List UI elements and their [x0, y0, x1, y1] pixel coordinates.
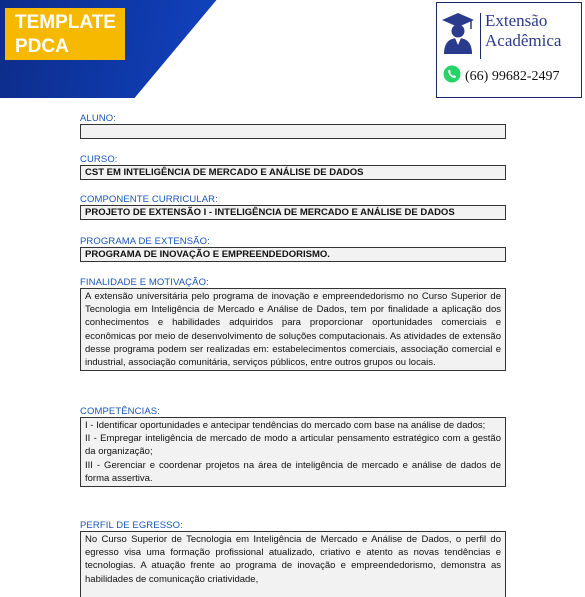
competencia-item-3: III - Gerenciar e coordenar projetos na área de inteligência de mercado e análise de dados de forma assertiva. — [85, 459, 501, 484]
perfil-field[interactable]: No Curso Superior de Tecnologia em Inteligência de Mercado e Análise de Dados, o perfil do egresso visa uma formação profissional atualizado, criativo e atento as novas tendências e tecnologias. A atuação frente ao programa de inovação e empreendedorismo, demonstra as habilidades de comunicação criatividade, — [80, 531, 506, 597]
finalidade-field[interactable]: A extensão universitária pelo programa de inovação e empreendedorismo no Curso Superior de Tecnologia em Inteligência de Mercado e Análise de Dados, tem por finalidade a aplicação dos conhecimentos e habilidades adquiridos para proporcionar oportunidades comerciais e econômicas por meio de desenvolvimento de soluções computacionais. As atividades de extensão desse programa podem ser realizadas em: estabelecimentos comerciais, associação comercial e industrial, associação comunitária, serviços públicos, entre outros grupos ou locais. — [80, 288, 506, 371]
brand-line-1: Extensão — [485, 11, 548, 30]
label-finalidade: FINALIDADE E MOTIVAÇÃO: — [80, 277, 209, 288]
section-competencias — [80, 406, 506, 487]
brand-line-2: Acadêmica — [485, 31, 562, 50]
label-componente: COMPONENTE CURRICULAR: — [80, 194, 218, 205]
section-finalidade — [80, 277, 506, 371]
graduate-icon — [441, 11, 475, 60]
label-aluno: ALUNO: — [80, 113, 116, 124]
label-perfil: PERFIL DE EGRESSO: — [80, 520, 183, 531]
template-badge — [5, 8, 125, 60]
phone-contact[interactable] — [443, 65, 560, 88]
curso-field[interactable]: CST EM INTELIGÊNCIA DE MERCADO E ANÁLISE DE DADOS — [80, 165, 506, 180]
badge-line-1: TEMPLATE — [15, 12, 116, 33]
competencia-item-2: II - Empregar inteligência de mercado de modo a articular pensamento estratégico com a gestão da organização; — [85, 433, 501, 458]
section-curso — [80, 154, 506, 180]
brand-divider — [480, 13, 481, 59]
label-programa: PROGRAMA DE EXTENSÃO: — [80, 236, 210, 247]
section-programa — [80, 236, 506, 262]
label-curso: CURSO: — [80, 154, 118, 165]
badge-line-2: PDCA — [15, 36, 69, 57]
header — [0, 0, 585, 100]
phone-number: (66) 99682-2497 — [465, 68, 560, 84]
competencias-field[interactable] — [80, 417, 506, 487]
brand-name — [485, 11, 561, 51]
section-perfil — [80, 520, 506, 597]
section-componente — [80, 194, 506, 220]
brand-logo — [436, 2, 582, 98]
programa-field[interactable]: PROGRAMA DE INOVAÇÃO E EMPREENDEDORISMO. — [80, 247, 506, 262]
label-competencias: COMPETÊNCIAS: — [80, 406, 160, 417]
componente-field[interactable]: PROJETO DE EXTENSÃO I - INTELIGÊNCIA DE MERCADO E ANÁLISE DE DADOS — [80, 205, 506, 220]
competencia-item-1: I - Identificar oportunidades e antecipar tendências do mercado com base na análise de dados; — [85, 420, 486, 431]
section-aluno — [80, 113, 506, 139]
aluno-field[interactable] — [80, 124, 506, 139]
whatsapp-icon — [443, 65, 465, 88]
